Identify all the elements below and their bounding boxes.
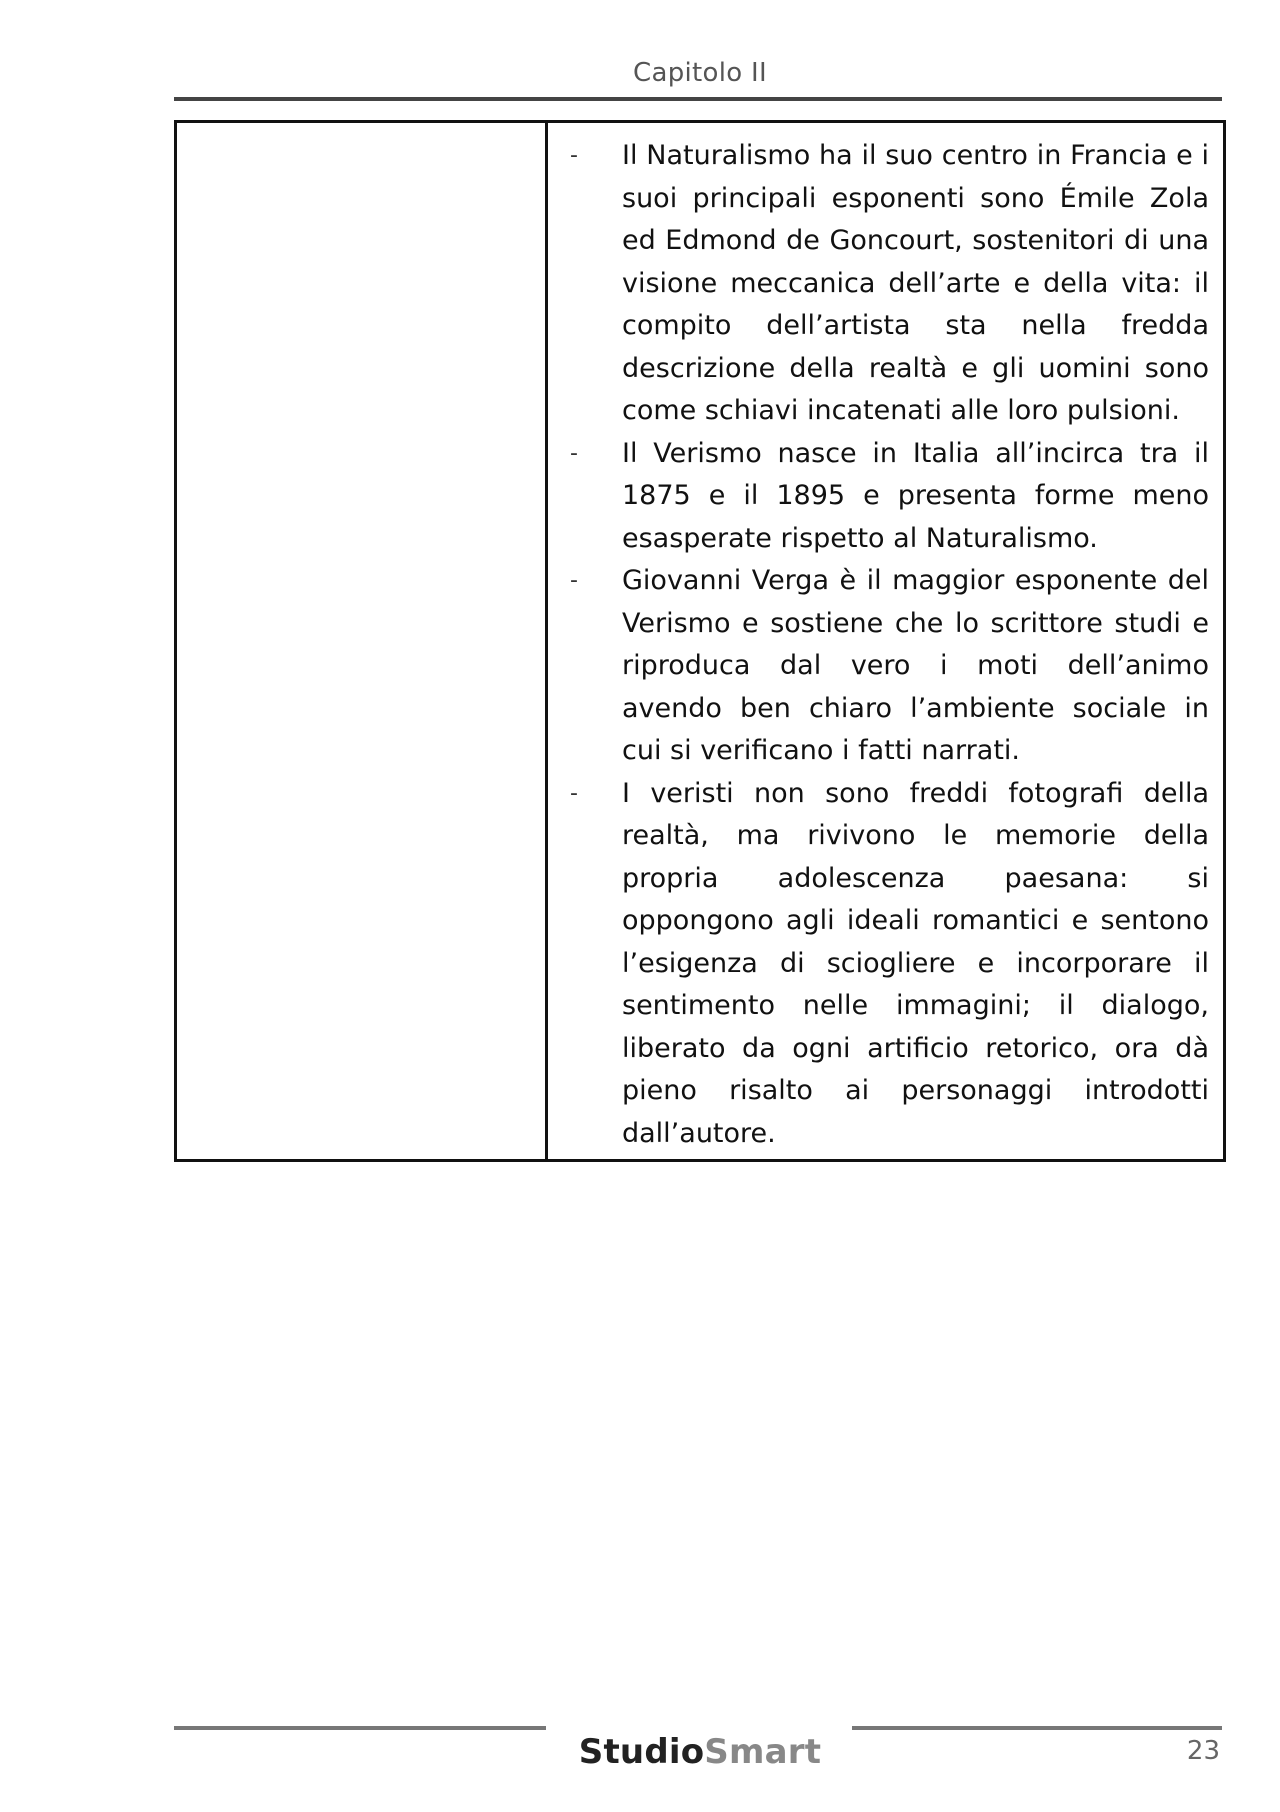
list-item-text: Il Verismo nasce in Italia all’incirca tra il 1875 e il 1895 e presenta forme meno esasperate rispetto al Naturalismo.: [622, 437, 1209, 554]
bullet-marker: -: [570, 440, 578, 466]
list-item: [548, 433, 1223, 561]
brand-logo-part-smart: Smart: [704, 1732, 822, 1772]
list-item-text: Il Naturalismo ha il suo centro in Francia e i suoi principali esponenti sono Émile Zola ed Edmond de Goncourt, sostenitori di una visione meccanica dell’arte e della vita: il compito dell’artista sta nella fredda descrizione della realtà e gli uomini sono come schiavi incatenati alle loro pulsioni.: [622, 140, 1209, 426]
table-right-cell: [548, 123, 1223, 1159]
header-divider: [174, 97, 1222, 101]
bullet-marker: -: [570, 568, 578, 593]
brand-logo-part-studio: Studio: [578, 1732, 705, 1772]
list-item: [548, 560, 1223, 773]
table-left-cell: [177, 123, 548, 1159]
content-table: [174, 120, 1226, 1162]
list-item: [548, 773, 1223, 1156]
footer-divider-right: [852, 1726, 1222, 1730]
brand-logo: [560, 1732, 840, 1772]
list-item: [548, 135, 1223, 433]
footer-divider-left: [174, 1726, 546, 1730]
list-item-text: I veristi non sono freddi fotografi della realtà, ma rivivono le memorie della propria adolescenza paesana: si oppongono agli ideali romantici e sentono l’esigenza di sciogliere e incorporare il sentimento nelle immagini; il dialogo, liberato da ogni artificio retorico, ora dà pieno risalto ai personaggi introdotti dall’autore.: [622, 777, 1209, 1149]
bullet-marker: -: [570, 780, 578, 806]
list-item-text: Giovanni Verga è il maggior esponente del Verismo e sostiene che lo scrittore studi e riproduca dal vero i moti dell’animo avendo ben chiaro l’ambiente sociale in cui si verificano i fatti narrati.: [622, 565, 1209, 766]
page-number: 23: [1186, 1736, 1220, 1766]
chapter-title: Capitolo II: [633, 58, 767, 88]
bullet-list: [548, 135, 1223, 1155]
bullet-marker: -: [570, 143, 578, 168]
